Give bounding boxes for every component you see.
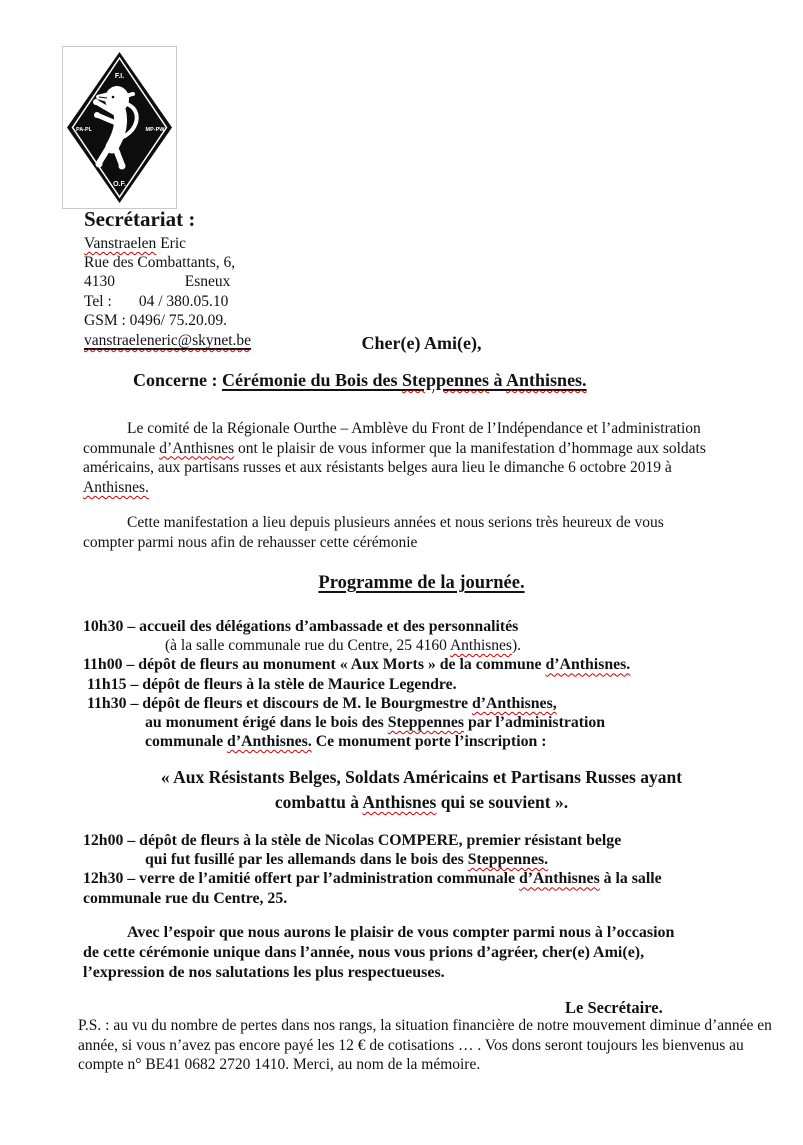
address-name bbox=[84, 234, 251, 253]
text-segment: qui fut fusillé par les allemands dans le bois des bbox=[145, 851, 468, 869]
emblem-label-right: MP-PW bbox=[145, 127, 165, 133]
paragraph-line bbox=[83, 419, 706, 439]
program-item-11h30-cont bbox=[83, 732, 630, 751]
programme-list-noon bbox=[83, 831, 662, 908]
secretariat-heading: Secrétariat : bbox=[84, 207, 196, 231]
text-segment: d’Anthisnes. bbox=[545, 656, 631, 674]
text-segment: Programme de la journée. bbox=[318, 573, 525, 593]
text-segment: 12h30 – verre de l’amitié offert par l’administration communale bbox=[83, 870, 519, 888]
program-item-11h30-cont bbox=[83, 713, 630, 732]
text-segment: d’Anthisnes bbox=[518, 870, 600, 888]
text-segment: Steppennes bbox=[401, 370, 490, 390]
signature: Le Secrétaire. bbox=[565, 998, 663, 1017]
text-segment: Anthisnes. bbox=[506, 370, 587, 390]
program-item-11h00 bbox=[83, 655, 630, 674]
closing-line bbox=[83, 923, 674, 943]
text-segment: d’Anthisnes, bbox=[471, 694, 557, 712]
salutation: Cher(e) Ami(e), bbox=[361, 333, 482, 353]
text-segment: d’Anthisnes. bbox=[227, 733, 312, 751]
paragraph-line bbox=[83, 458, 706, 478]
text-segment: communale bbox=[83, 439, 160, 457]
text-segment: 12h00 – dépôt de fleurs à la stèle de Nicolas COMPERE, premier résistant belge bbox=[83, 832, 622, 849]
text-segment: qui se souvient ». bbox=[436, 792, 569, 812]
paragraph-line bbox=[83, 439, 706, 459]
ps-line bbox=[78, 1036, 772, 1056]
text-segment: Anthisnes. bbox=[83, 478, 149, 496]
address-phone bbox=[84, 292, 251, 311]
text-segment: à la salle bbox=[599, 870, 662, 888]
text-segment: vanstraeleneric@skynet.be bbox=[84, 332, 252, 350]
text-segment: 11h00 – dépôt de fleurs au monument « Aux Morts » de la commune bbox=[83, 656, 546, 674]
text-segment: communale bbox=[145, 733, 228, 751]
ps-line bbox=[78, 1055, 772, 1075]
text-segment: compte n° BE41 0682 2720 1410. Merci, au nom de la mémoire. bbox=[78, 1056, 481, 1073]
text-segment: 10h30 – accueil des délégations d’ambassade et des personnalités bbox=[83, 618, 519, 635]
text-segment: de cette cérémonie unique dans l’année, nous vous prions d’agréer, cher(e) Ami(e), bbox=[83, 943, 645, 961]
text-segment: ). bbox=[511, 637, 521, 655]
text-segment: par l’administration bbox=[464, 714, 606, 732]
address-gsm bbox=[84, 311, 251, 330]
subject-line bbox=[133, 370, 587, 391]
text-segment bbox=[402, 370, 489, 390]
paragraph-manifestation bbox=[83, 513, 664, 552]
logo-frame bbox=[62, 46, 177, 209]
closing-line bbox=[83, 963, 674, 983]
text-segment: Eric bbox=[156, 235, 187, 252]
closing-paragraph bbox=[83, 923, 674, 982]
text-segment: Cette manifestation a lieu depuis plusieurs années et nous serions très heureux de vous bbox=[127, 514, 664, 531]
text-segment: Anthisnes bbox=[362, 792, 437, 812]
program-item-12h00 bbox=[83, 831, 662, 850]
text-segment: année, si vous n’avez pas encore payé les 12 € de cotisations … . Vos dons seront toujours les bienvenus au bbox=[78, 1036, 744, 1054]
emblem-label-top: F.I. bbox=[114, 73, 125, 80]
program-item-12h30 bbox=[83, 869, 662, 888]
program-item-location bbox=[83, 636, 630, 655]
text-segment: 4130 Esneux bbox=[84, 273, 231, 291]
programme-heading bbox=[83, 573, 760, 594]
text-segment: Anthisnes bbox=[449, 637, 512, 655]
program-item-10h30 bbox=[83, 617, 630, 636]
address-street bbox=[84, 253, 251, 272]
paragraph-line bbox=[83, 513, 664, 533]
text-segment: 11h30 – dépôt de fleurs et discours de M. le Bourgmestre bbox=[87, 694, 472, 712]
program-item-11h30 bbox=[83, 694, 630, 713]
monument-inscription bbox=[83, 765, 760, 815]
paragraph-line bbox=[83, 533, 664, 553]
emblem-label-bottom: O.F. bbox=[113, 181, 126, 188]
text-segment: « Aux Résistants Belges, Soldats Américains et Partisans Russes ayant bbox=[160, 767, 683, 787]
text-segment: Avec l’espoir que nous aurons le plaisir de vous compter parmi nous à l’occasion bbox=[127, 924, 675, 941]
post-scriptum bbox=[78, 1016, 772, 1075]
text-segment: Steppennes bbox=[387, 714, 465, 732]
text-segment: Tel : 04 / 380.05.10 bbox=[84, 292, 229, 310]
text-segment: GSM : 0496/ 75.20.09. bbox=[84, 311, 227, 329]
text-segment: Rue des Combattants, 6, bbox=[84, 254, 236, 272]
text-segment bbox=[506, 370, 587, 390]
fi-emblem-image bbox=[63, 47, 176, 208]
text-segment: Cérémonie du Bois des bbox=[221, 370, 402, 390]
programme-heading-text bbox=[318, 573, 524, 593]
text-segment: américains, aux partisans russes et aux résistants belges aura lieu le dimanche 6 octobre 2019 à bbox=[83, 459, 672, 477]
program-item-12h30-cont bbox=[83, 889, 662, 908]
inscription-line bbox=[83, 790, 760, 815]
paragraph-intro bbox=[83, 419, 706, 497]
text-segment: l’expression de nos salutations les plus respectueuses. bbox=[83, 963, 445, 981]
text-segment: Vanstraelen bbox=[84, 235, 157, 252]
text-segment: Ce monument porte l’inscription : bbox=[311, 733, 547, 751]
text-segment: communale rue du Centre, 25. bbox=[83, 889, 288, 907]
text-segment: Concerne : bbox=[133, 370, 222, 390]
paragraph-line bbox=[83, 478, 706, 498]
text-segment: ont le plaisir de vous informer que la manifestation d’hommage aux soldats bbox=[234, 439, 706, 457]
closing-line bbox=[83, 943, 674, 963]
program-item-11h15 bbox=[83, 675, 630, 694]
program-item-12h00-cont bbox=[83, 850, 662, 869]
text-segment: à bbox=[489, 370, 507, 390]
text-segment: P.S. : au vu du nombre de pertes dans nos rangs, la situation financière de notre mouvement diminue d’année en bbox=[78, 1017, 772, 1034]
text-segment: d’Anthisnes bbox=[159, 439, 235, 457]
text-segment: Steppennes. bbox=[467, 851, 549, 869]
text-segment: compter parmi nous afin de rehausser cette cérémonie bbox=[83, 533, 418, 551]
text-segment: (à la salle communale rue du Centre, 25 4160 bbox=[165, 637, 450, 655]
address-city bbox=[84, 272, 251, 291]
text-segment: au monument érigé dans le bois des bbox=[145, 714, 388, 732]
programme-list bbox=[83, 617, 630, 751]
text-segment: 11h15 – dépôt de fleurs à la stèle de Maurice Legendre. bbox=[87, 675, 457, 693]
text-segment: Le comité de la Régionale Ourthe – Amblève du Front de l’Indépendance et l’administration bbox=[127, 420, 701, 437]
emblem-label-left: PA-PL bbox=[75, 127, 93, 133]
text-segment: combattu à bbox=[274, 792, 363, 812]
ps-line bbox=[78, 1016, 772, 1036]
inscription-line bbox=[83, 765, 760, 790]
